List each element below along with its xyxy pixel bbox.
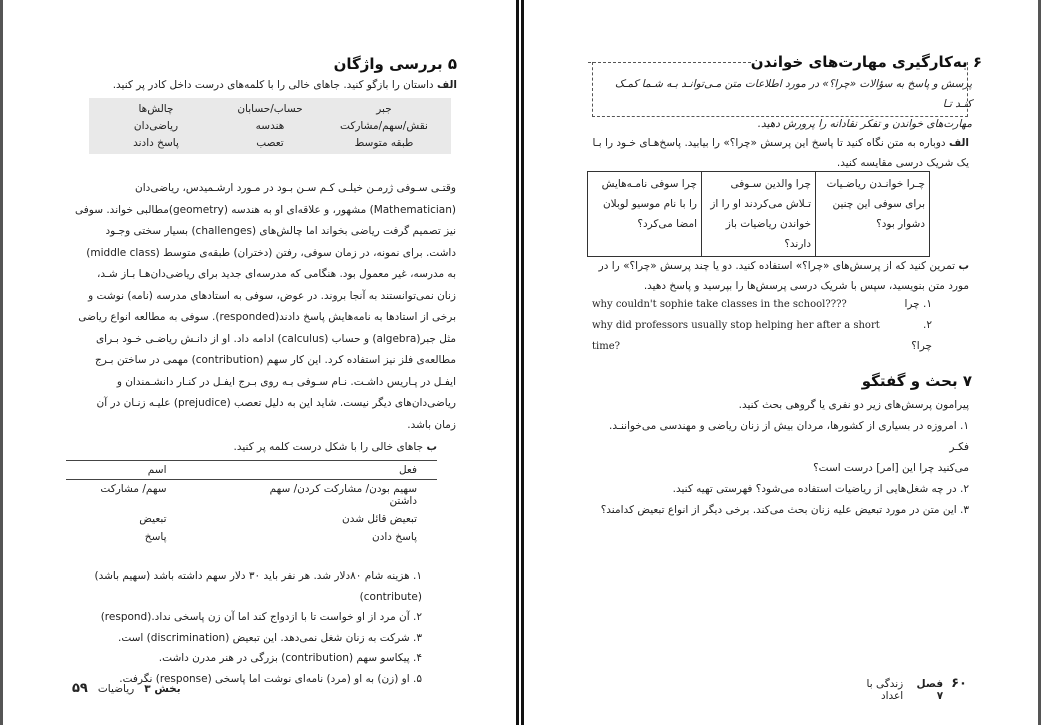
part-b-text: جاهای خالی را با شکل درست کلمه پر کنید. — [233, 441, 424, 453]
table-cell: چرا والدین سـوفی تـلاش می‌کردند او را از خواندن ریاضیات باز دارند؟ — [702, 172, 816, 257]
story-line: ایفـل در پـاریس داشـت. نـام سـوفی بـه روی بـرج ایفـل در کنـار دانشـمندان و — [116, 375, 456, 388]
word-box-item: نقش/سهم/مشارکت — [340, 120, 428, 132]
header-verb: فعل — [398, 464, 417, 476]
table-row — [66, 528, 437, 546]
word-box-item: پاسخ دادند — [133, 137, 179, 149]
right-page — [524, 0, 1041, 725]
table-cell: سهیم بودن/ مشارکت کردن/ سهم داشتن — [269, 483, 417, 507]
tip-box-text — [600, 74, 972, 134]
section-7-intro: پیرامون پرسش‌های زیر دو نفری یا گروهی بحث کنید. — [738, 399, 969, 411]
story-line: مثل جبر(algebra) و حساب (calculus) ادامه داد. او از دانـش ریاضـی خـود بـرای — [95, 332, 456, 345]
sentence-item: ۴. پیکاسو سهم (contribution) بزرگی در هنر مدرن داشت. — [158, 652, 422, 664]
section-6-title: ۶ به‌کارگیری مهارت‌های خواندن — [750, 53, 982, 71]
fill-sentences — [80, 566, 422, 689]
word-box-item: جبر — [376, 103, 392, 115]
list-item: ۱. امروزه در بسیاری از کشورها، مردان بیش از زنان ریاضی و مهندسی می‌خواننـد. فکـر — [609, 420, 969, 453]
footer-chapter: فصل ۷ — [916, 678, 944, 702]
word-box-item: حساب/حسابان — [237, 103, 303, 115]
section-5 — [60, 55, 457, 154]
table-row — [588, 172, 930, 257]
section-5-title: ۵ بررسی واژگان — [333, 55, 457, 73]
sentence-item: ۲. آن مرد از او خواست تا با ازدواج کند اما آن زن پاسخی نداد.(respond) — [100, 611, 422, 623]
exercise-b — [587, 256, 969, 296]
footer-section: بخش ۳ — [144, 683, 181, 695]
why-questions-table — [587, 171, 930, 257]
story-line: نیز تصمیم گرفت ریاضی بخواند اما چالش‌های (challenges) بسیار سختی وجـود — [105, 225, 456, 237]
word-form-table-header — [66, 460, 437, 480]
story-text — [74, 178, 456, 436]
left-edge — [0, 0, 3, 725]
story-line: ریاضی‌دان‌های دیگر نیست. شاید این به دلیل تعصب (prejudice) علیـه زنـان در آن — [96, 397, 456, 409]
list-item: ۳. این متن در مورد تبعیض علیه زنان بحث می‌کند. برخی دیگر از انواع تبعیض کدامند؟ — [600, 504, 969, 516]
table-cell: تبعیض قائل شدن — [342, 513, 417, 525]
word-form-table — [66, 460, 437, 546]
tip-line: مهارت‌های خواندن و تفکر نقادانه را پرورش دهید. — [757, 118, 972, 130]
table-cell: پاسخ — [144, 531, 167, 543]
word-box-item: هندسه — [255, 120, 285, 132]
part-b-instruction — [200, 441, 437, 453]
list-item: می‌کنید چرا این [امر] درست است؟ — [813, 462, 969, 474]
section-7-title: ۷ بحث و گفتگو — [861, 372, 972, 390]
question-number: ۱. چرا — [904, 298, 932, 310]
page-number: ۵۹ — [72, 681, 88, 696]
sentence-item: ۵. او (زن) به او (مرد) نامه‌ای نوشت اما پاسخی (response) نگرفت. — [119, 672, 422, 685]
story-line: (Mathematician) مشهور، و علاقه‌ای او به هندسه (geometry)مطالبی خواند. سوفی — [75, 203, 456, 216]
sentence-item: ۱. هزینه شام ۸۰دلار شد. هر نفر باید ۳۰ دلار سهم داشته باشد (سهیم باشد) (contribute) — [94, 570, 422, 603]
table-cell: تبعیض — [139, 513, 167, 525]
word-box-item: چالش‌ها — [138, 103, 174, 115]
page-gutter-line — [519, 0, 521, 725]
story-line: وقتـی سـوفی ژرمـن خیلـی کـم سـن بـود در مـورد ارشـمیدس، ریاضی‌دان — [135, 182, 456, 194]
story-line: به مدرسه، غیر معمول بود. هنگامی که مدرسه‌ای جدید برای ریاضی‌دان‌هـا بـاز شـد، — [96, 268, 456, 280]
word-box-item: طبقه متوسط — [354, 137, 414, 149]
exercise-b-line: تمرین کنید که از پرسش‌های «چرا؟» استفاده کنید. دو یا چند پرسش «چرا؟» را در — [598, 260, 956, 272]
table-cell: پاسخ دادن — [371, 531, 417, 543]
header-noun: اسم — [147, 464, 167, 476]
exercise-a — [587, 133, 969, 173]
footer-title: زندگی با اعداد — [866, 678, 904, 702]
instruction-a-text: داستان را بازگو کنید. جاهای خالی را با کلمه‌های درست داخل کادر پر کنید. — [112, 79, 434, 91]
table-cell: چـرا خوانـدن ریاضـیات برای سوفی این چنین دشوار بود؟ — [816, 172, 930, 257]
story-line: زنان نمی‌توانستند به آنجا بروند. در عوض، سوفی به استادهای مدرسه (نامه) نوشت و — [88, 289, 456, 302]
why-answers — [592, 294, 932, 357]
exercise-b-line: مورد متن بنویسید، سپس با شریک درسی پرسش‌ها را بپرسید و پاسخ دهید. — [643, 280, 969, 292]
table-row — [66, 510, 437, 528]
word-box-item: ریاضی‌دان — [133, 120, 179, 132]
tip-line: پرسش و پاسخ به سؤالات «چرا؟» در مورد اطلاعات متن مـی‌توانـد بـه شـما کمـک کنـد تـا — [614, 78, 972, 110]
table-cell: سهم/ مشارکت — [100, 483, 167, 495]
exercise-a-line: یک شریک درسی مقایسه کنید. — [836, 157, 969, 169]
story-line: مطالعه‌ی فلز نیز استفاده کرد. این کار سهم (contribution) مهمی در ساختن بـرج — [95, 354, 456, 366]
story-line: داشت. برای نمونه، در زمان سوفی، رفتن (دختران) طبقه‌ی متوسط (middle class) — [86, 246, 456, 259]
footer-title: ریاضیات — [97, 683, 135, 695]
part-b-label: ب — [426, 441, 437, 453]
exercise-a-line: دوباره به متن نگاه کنید تا پاسخ این پرسش «چرا؟» را بیابید. پاسخ‌هـای خـود را بـا — [592, 137, 946, 149]
list-item — [592, 294, 932, 315]
list-item: ۲. در چه شغل‌هایی از ریاضیات استفاده می‌شود؟ فهرستی تهیه کنید. — [672, 483, 969, 495]
question-text: why couldn't sophie take classes in the school???? — [592, 299, 847, 310]
table-cell: چرا سوفی نامـه‌هایش را با نام موسیو لوبلان امضا می‌کرد؟ — [588, 172, 702, 257]
exercise-b-label: ب — [958, 260, 969, 272]
page-number: ۶۰ — [951, 676, 967, 691]
sentence-item: ۳. شرکت به زنان شغل نمی‌دهد. این تبعیض (discrimination) است. — [117, 631, 422, 644]
word-box — [89, 98, 451, 154]
story-line: زمان باشد. — [407, 418, 456, 431]
instruction-a-label: الف — [436, 79, 457, 91]
word-box-item: تعصب — [256, 137, 284, 149]
list-item — [592, 315, 932, 357]
left-footer — [72, 681, 262, 696]
left-page — [0, 0, 518, 725]
right-footer — [849, 676, 967, 702]
section-7 — [589, 395, 969, 521]
table-row — [66, 480, 437, 510]
question-text: why did professors usually stop helping her after a short time? — [592, 320, 880, 352]
question-number: ۲. چرا؟ — [911, 319, 932, 352]
story-line: برخی از استادها به نامه‌هایش پاسخ دادند(responded). سوفی به مطالعه انواع ریاضی — [78, 311, 456, 323]
exercise-a-label: الف — [948, 137, 969, 149]
instruction-a — [60, 79, 457, 91]
